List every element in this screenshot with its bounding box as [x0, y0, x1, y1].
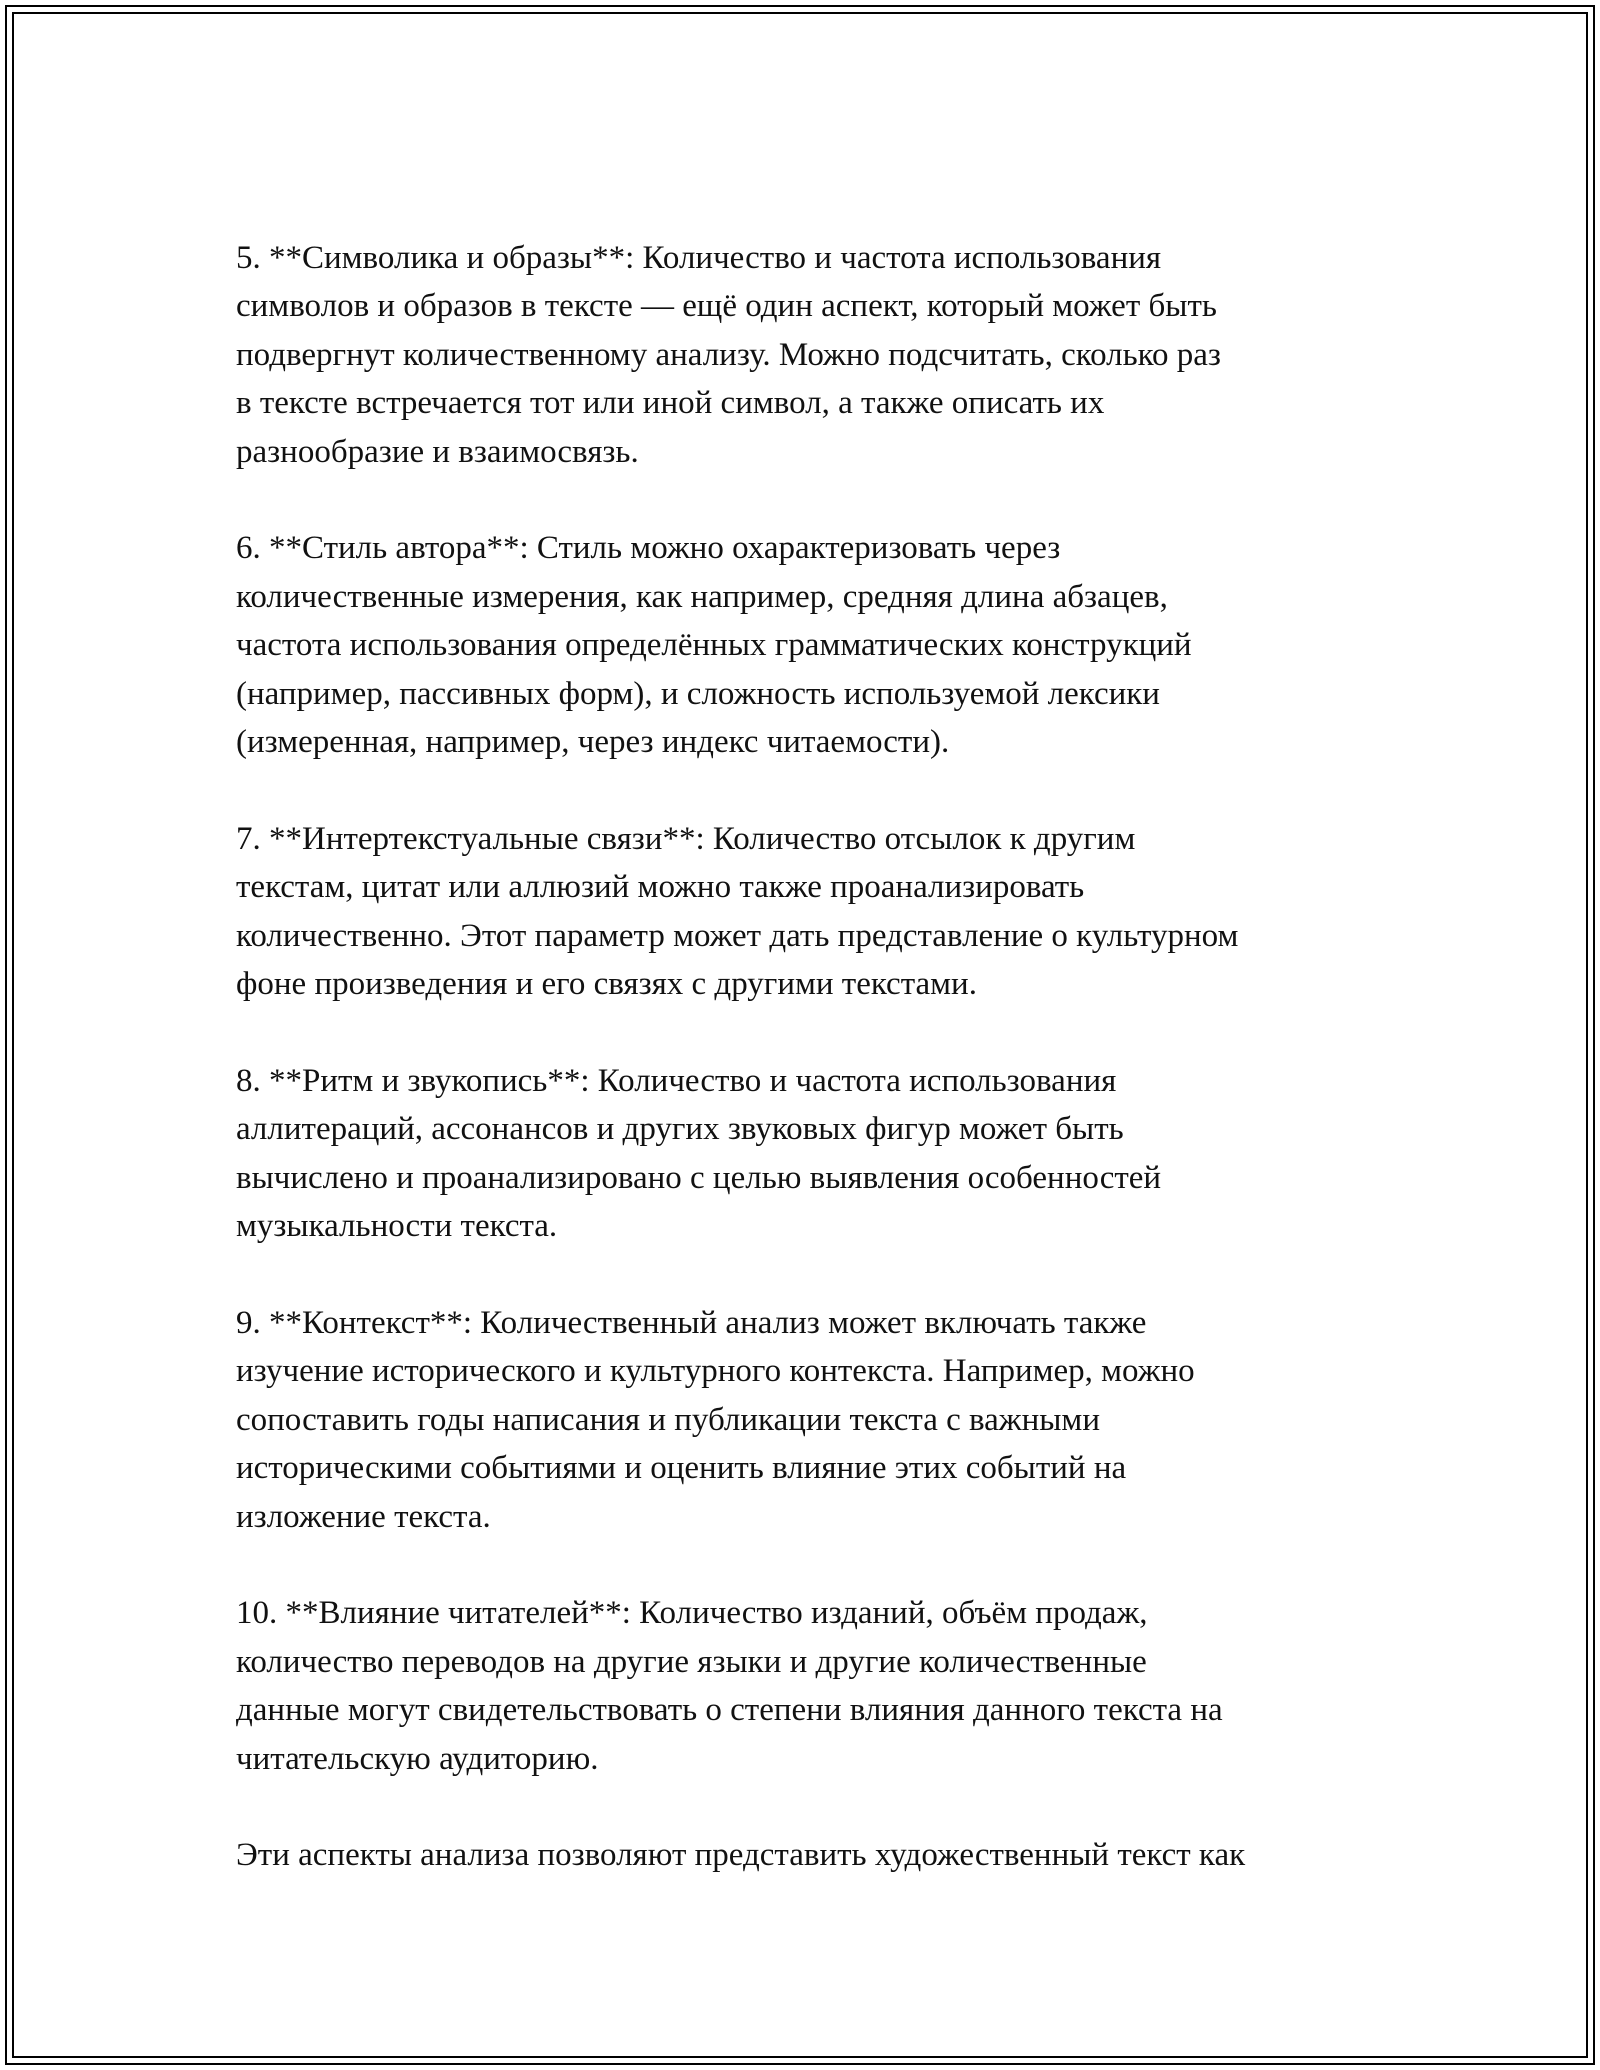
paragraph-symbolism: 5. **Символика и образы**: Количество и частота использования символов и образов в тексте — ещё один аспект, который может быть подвергнут количественному анализу. Можно подсчитать, сколько раз в тексте встречается тот или иной символ, а также описать их разнообразие и взаимосвязь.: [236, 240, 1221, 470]
paragraph-conclusion: Эти аспекты анализа позволяют представить художественный текст как: [236, 1837, 1246, 1874]
paragraph-reader-influence: 10. **Влияние читателей**: Количество изданий, объём продаж, количество переводов на другие языки и другие количественные данные могут свидетельствовать о степени влияния данного текста на читательскую аудиторию.: [236, 1595, 1223, 1777]
paragraph-context: 9. **Контекст**: Количественный анализ может включать также изучение исторического и культурного контекста. Например, можно сопоставить годы написания и публикации текста с важными историческими событиями и оценить влияние этих событий на изложение текста.: [236, 1304, 1195, 1535]
paragraph-intertextual-links: 7. **Интертекстуальные связи**: Количество отсылок к другим текстам, цитат или аллюзий можно также проанализировать количественно. Этот параметр может дать представление о культурном фоне произведения и его связях с другими текстами.: [236, 820, 1239, 1003]
paragraph-author-style: 6. **Стиль автора**: Стиль можно охарактеризовать через количественные измерения, как например, средняя длина абзацев, частота использования определённых грамматических конструкций (например, пассивных форм), и сложность используемой лексики (измеренная, например, через индекс читаемости).: [236, 530, 1192, 761]
document-body: [236, 234, 1376, 1880]
paragraph-rhythm-sound: 8. **Ритм и звукопись**: Количество и частота использования аллитераций, ассонансов и других звуковых фигур может быть вычислено и проанализировано с целью выявления особенностей музыкальности текста.: [236, 1062, 1162, 1245]
